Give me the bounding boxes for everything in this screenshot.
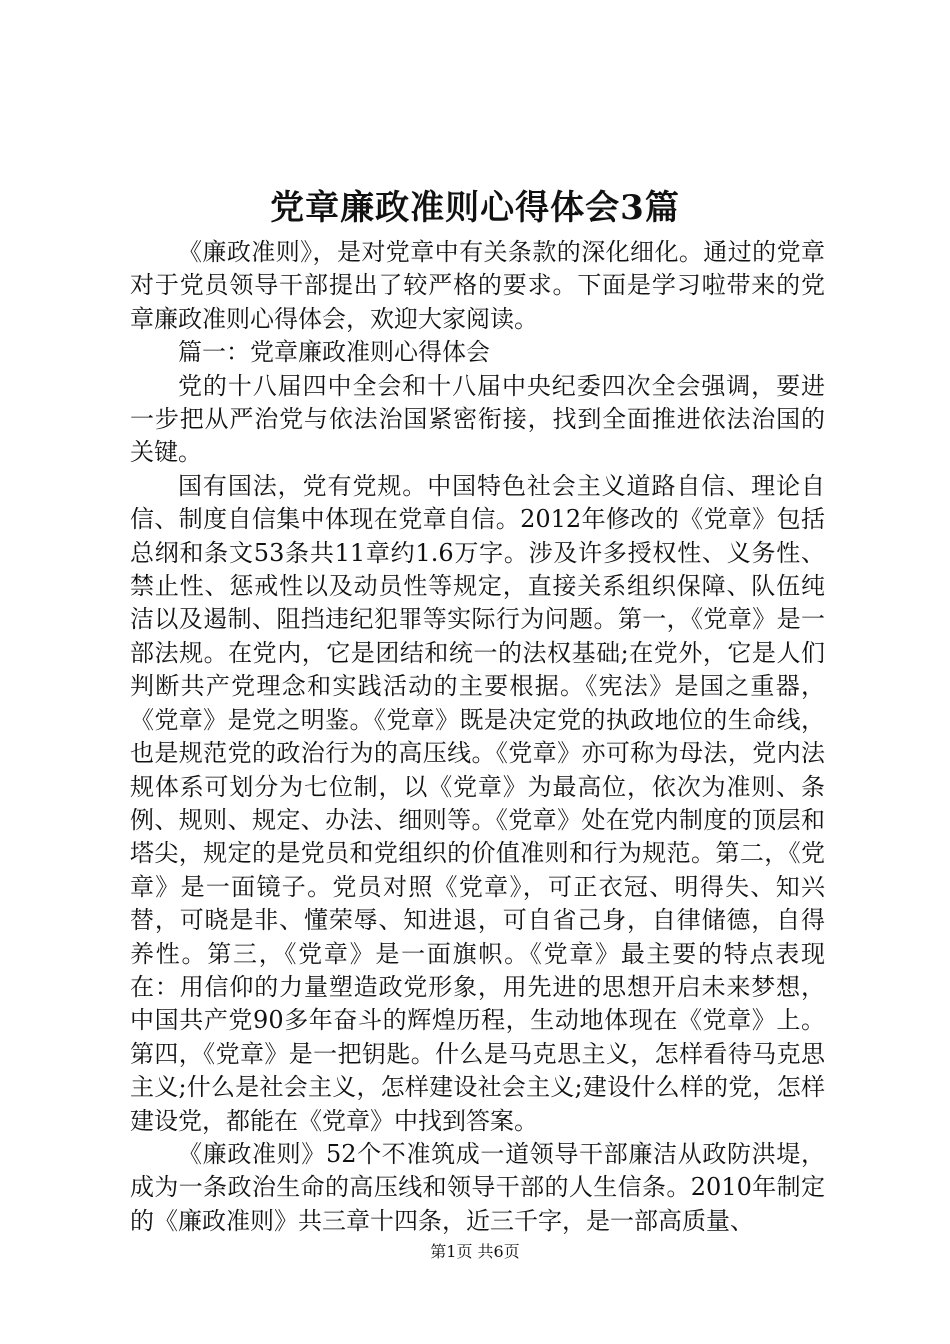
paragraph: 《廉政准则》52个不准筑成一道领导干部廉洁从政防洪堤，成为一条政治生命的高压线和领导干部的人生信条。2010年制定的《廉政准则》共三章十四条，近三千字，是一部高质量、: [130, 1139, 825, 1235]
page-footer: 第1页 共6页: [430, 1242, 520, 1261]
document-body: [130, 236, 825, 1238]
section-heading: 篇一：党章廉政准则心得体会: [178, 338, 490, 367]
paragraph: 党的十八届四中全会和十八届中央纪委四次全会强调，要进一步把从严治党与依法治国紧密衔接，找到全面推进依法治国的关键。: [130, 371, 825, 467]
document-title: 党章廉政准则心得体会3篇: [270, 188, 680, 228]
paragraph-intro: 《廉政准则》，是对党章中有关条款的深化细化。通过的党章对于党员领导干部提出了较严格的要求。下面是学习啦带来的党章廉政准则心得体会，欢迎大家阅读。: [130, 238, 825, 333]
paragraph: 国有国法，党有党规。中国特色社会主义道路自信、理论自信、制度自信集中体现在党章自信。2012年修改的《党章》包括总纲和条文53条共11章约1.6万字。涉及许多授权性、义务性、禁止性、惩戒性以及动员性等规定，直接关系组织保障、队伍纯洁以及遏制、阻挡违纪犯罪等实际行为问题。第一，《党章》是一部法规。在党内，它是团结和统一的法权基础;在党外，它是人们判断共产党理念和实践活动的主要根据。《宪法》是国之重器，《党章》是党之明鉴。《党章》既是决定党的执政地位的生命线，也是规范党的政治行为的高压线。《党章》亦可称为母法，党内法规体系可划分为七位制，以《党章》为最高位，依次为准则、条例、规则、规定、办法、细则等。《党章》处在党内制度的顶层和塔尖，规定的是党员和党组织的价值准则和行为规范。第二，《党章》是一面镜子。党员对照《党章》，可正衣冠、明得失、知兴替，可晓是非、懂荣辱、知进退，可自省己身，自律储德，自得养性。第三，《党章》是一面旗帜。《党章》最主要的特点表现在：用信仰的力量塑造政党形象，用先进的思想开启未来梦想，中国共产党90多年奋斗的辉煌历程，生动地体现在《党章》上。第四，《党章》是一把钥匙。什么是马克思主义，怎样看待马克思主义;什么是社会主义，怎样建设社会主义;建设什么样的党，怎样建设党，都能在《党章》中找到答案。: [130, 471, 825, 1135]
